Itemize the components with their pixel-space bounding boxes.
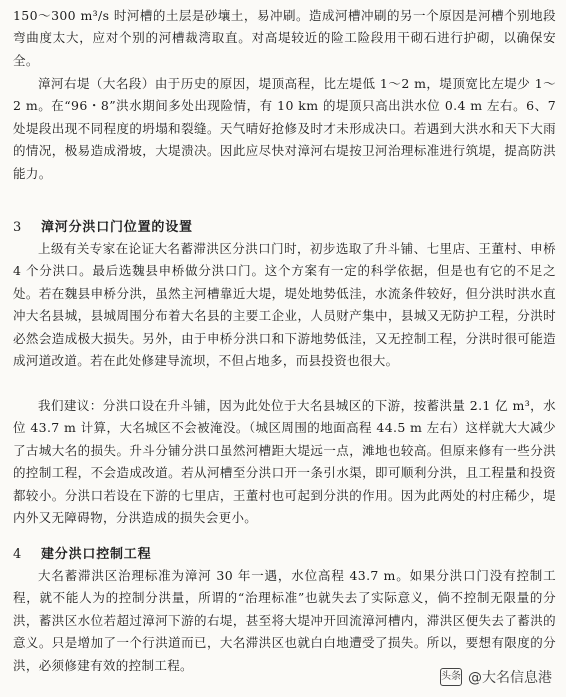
watermark bbox=[440, 667, 552, 687]
paragraph-recommendation: 我们建议：分洪口设在升斗铺，因为此处位于大名县城区的下游，按蓄洪量 2.1 亿 m³，水位 43.7 m 计算，大名城区不会被淹没。（城区周围的地面高程 44.5 m 左右）这样就大大减少了古城大名的损失。升斗分铺分洪口虽然河槽距大堤远一点，滩地也较高。但原来修有一些分洪的控制工程，不会造成改道。若从河槽至分洪口开一条引水渠，即可顺利分洪，且工程量和投资都较小。分洪口若设在下游的七里店，王董村也可起到分洪的作用。因为此两处的村庄稀少，堤内外又无障碍物，分洪造成的损失会更小。 bbox=[13, 398, 556, 526]
section-heading-4 bbox=[13, 543, 151, 562]
section-heading-3 bbox=[13, 216, 193, 235]
paragraph-river-channel: 150～300 m³/s 时河槽的土层是砂壤土，易冲刷。造成河槽冲刷的另一个原因是河槽个别地段弯曲度太大，应对个别的河槽裁湾取直。对高堤较近的险工险段用干砌石进行护砌，以确保安全。 bbox=[13, 8, 556, 68]
watermark-text: @大名信息港 bbox=[468, 670, 552, 686]
section-title: 建分洪口控制工程 bbox=[41, 547, 152, 562]
paragraph-control-works: 大名蓄滞洪区治理标准为漳河 30 年一遇，水位高程 43.7 m。如果分洪口门没有控制工程，就不能人为的控制分洪量，所谓的“治理标准”也就失去了实际意义，倘不控制无限量的分洪，蓄洪区水位若超过漳河下游的右堤，甚至将大堤冲开回流漳河槽内，滞洪区便失去了蓄洪的意义。只是增加了一个行洪道而已，大名滞洪区也就白白地遭受了损失。所以，要想有限度的分洪，必须修建有效的控制工程。 bbox=[13, 568, 556, 673]
paragraph-right-levee: 漳河右堤（大名段）由于历史的原因，堤顶高程，比左堤低 1～2 m，堤顶宽比左堤少 1～2 m。在“96・8”洪水期间多处出现险情，有 10 km 的堤顶只高出洪水位 0.4 m 左右。6、7 处堤段出现不同程度的坍塌和裂缝。天气晴好抢修及时才未形成决口。若遇到大洪水和天下大雨的情况，极易造成滑坡，大堤溃决。因此应尽快对漳河右堤按卫河治理标准进行筑堤，提高防洪能力。 bbox=[13, 76, 556, 181]
section-number: 4 bbox=[13, 547, 23, 562]
paragraph-expert-review: 上级有关专家在论证大名蓄滞洪区分洪口门时，初步选取了升斗铺、七里店、王董村、申桥 4 个分洪口。最后选魏县申桥做分洪口门。这个方案有一定的科学依据，但是也有它的不足之处。若在魏县申桥分洪，虽然主河槽靠近大堤，堤处地势低洼，水流条件较好，但分洪时洪水直冲大名县城，县城周围分布着大名县的主要工企业，人员财产集中，县城又无防护工程，分洪时必然会造成极大损失。另外，由于申桥分洪口和下游地势低洼，又无控制工程，分洪时很可能造成河道改道。若在此处修建导流坝，不但占地多，而县投资也很大。 bbox=[13, 241, 556, 369]
toutiao-logo-icon: 头条 bbox=[440, 668, 462, 686]
section-number: 3 bbox=[13, 220, 23, 235]
section-title: 漳河分洪口门位置的设置 bbox=[41, 220, 193, 235]
